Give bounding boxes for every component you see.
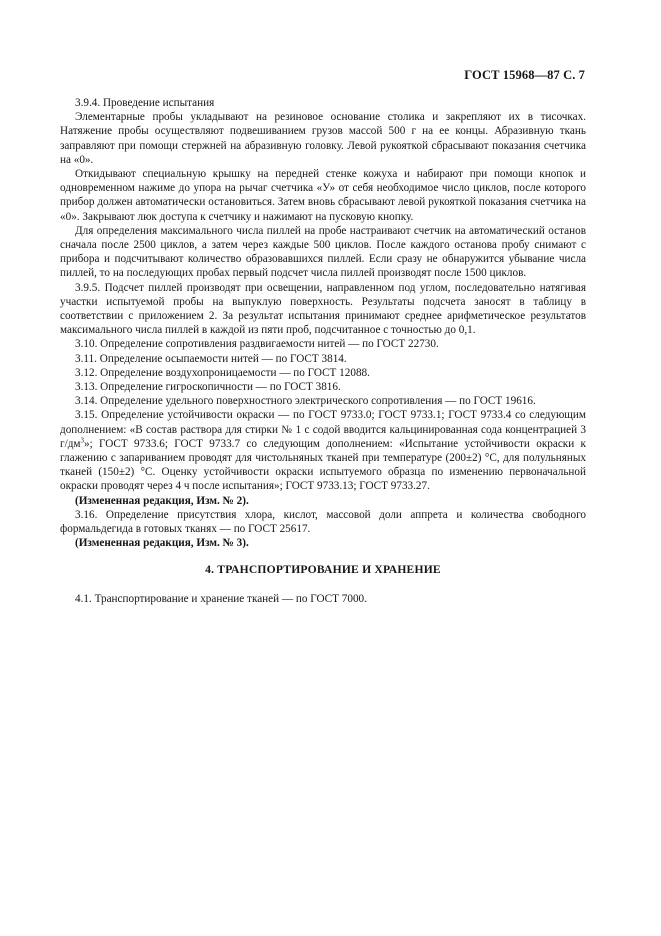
clause-3-13: 3.13. Определение гигроскопичности — по ГОСТ 3816. xyxy=(75,381,341,394)
clause-3-9-4-heading: 3.9.4. Проведение испытания xyxy=(75,97,215,109)
clause-3-12: 3.12. Определение воздухопроницаемости — по ГОСТ 12088. xyxy=(75,366,370,379)
document-body xyxy=(60,96,586,606)
clause-3-11: 3.11. Определение осыпаемости нитей — по ГОСТ 3814. xyxy=(75,352,347,365)
paragraph-max-pills: Для определения максимального числа пиллей на пробе настраивают счетчик на автоматический останов сначала после 2500 циклов, а затем через каждые 500 циклов. После каждого останова пробу снимают с прибора и подсчитывают количество образовавшихся пиллей. Если сразу не обнаружится убывание числа пиллей, то на последующих пробах первый подсчет числа пиллей производят после 1500 циклов. xyxy=(60,224,586,280)
clause-3-15 xyxy=(60,408,586,493)
amendment-note-3: (Измененная редакция, Изм. № 3). xyxy=(75,537,249,550)
clause-4-1: 4.1. Транспортирование и хранение тканей — по ГОСТ 7000. xyxy=(75,592,367,605)
amendment-note-2: (Измененная редакция, Изм. № 2). xyxy=(75,494,249,507)
paragraph-counter-setup: Откидывают специальную крышку на передней стенке кожуха и набирают при помощи кнопок и одновременном нажиме до упора на рычаг счетчика «У» от себя необходимое число циклов, после которого прибор должен автоматически остановиться. Затем вновь сбрасывают левой рукояткой показания счетчика на «0». Закрывают люк доступа к счетчику и нажимают на пусковую кнопку. xyxy=(60,168,586,223)
clause-3-14: 3.14. Определение удельного поверхностного электрического сопротивления — по ГОСТ 19616. xyxy=(75,395,536,408)
clause-3-9-5: 3.9.5. Подсчет пиллей производят при освещении, направленном под углом, последовательно натягивая участки испытуемой пробы на выпуклую поверхность. Результаты подсчета заносят в таблицу в соответствии с приложением 2. За результат испытания принимают среднее арифметическое результатов максимального числа пиллей в каждой из пяти проб, подсчитанное с точностью до 0,1. xyxy=(60,281,586,337)
clause-3-15-part2: »; ГОСТ 9733.6; ГОСТ 9733.7 со следующим дополнением: «Испытание устойчивости окраски к глажению с запариванием проводят для чистольняных тканей при температуре (200±2) °С, для полульняных тканей (150±2) °С. Оценку устойчивости окраски испытуемого образца по изменению первоначальной окраски проводят через 4 ч после испытания»; ГОСТ 9733.13; ГОСТ 9733.27. xyxy=(60,437,586,493)
clause-3-10: 3.10. Определение сопротивления раздвигаемости нитей — по ГОСТ 22730. xyxy=(75,338,439,351)
superscript-exponent: 3 xyxy=(80,436,84,445)
paragraph-sample-mounting: Элементарные пробы укладывают на резиновое основание столика и закрепляют их в тисочках. Натяжение пробы осуществляют подвешиванием грузов массой 500 г на ее концы. Абразивную ткань заправляют при помощи стержней на абразивную головку. Левой рукояткой сбрасывают показания счетчика на «0». xyxy=(60,111,586,166)
clause-3-16: 3.16. Определение присутствия хлора, кислот, массовой доли аппрета и количества свободного формальдегида в готовых тканях — по ГОСТ 25617. xyxy=(60,508,586,536)
section-4-title: 4. ТРАНСПОРТИРОВАНИЕ И ХРАНЕНИЕ xyxy=(205,562,441,576)
clause-3-15-part1: 3.15. Определение устойчивости окраски — по ГОСТ 9733.0; ГОСТ 9733.1; ГОСТ 9733.4 со следующим дополнением: «В состав раствора для стирки № 1 с содой вводится кальцинированная сода концентрацией 3 г/дм xyxy=(60,409,586,450)
page-header: ГОСТ 15968—87 С. 7 xyxy=(464,68,585,82)
